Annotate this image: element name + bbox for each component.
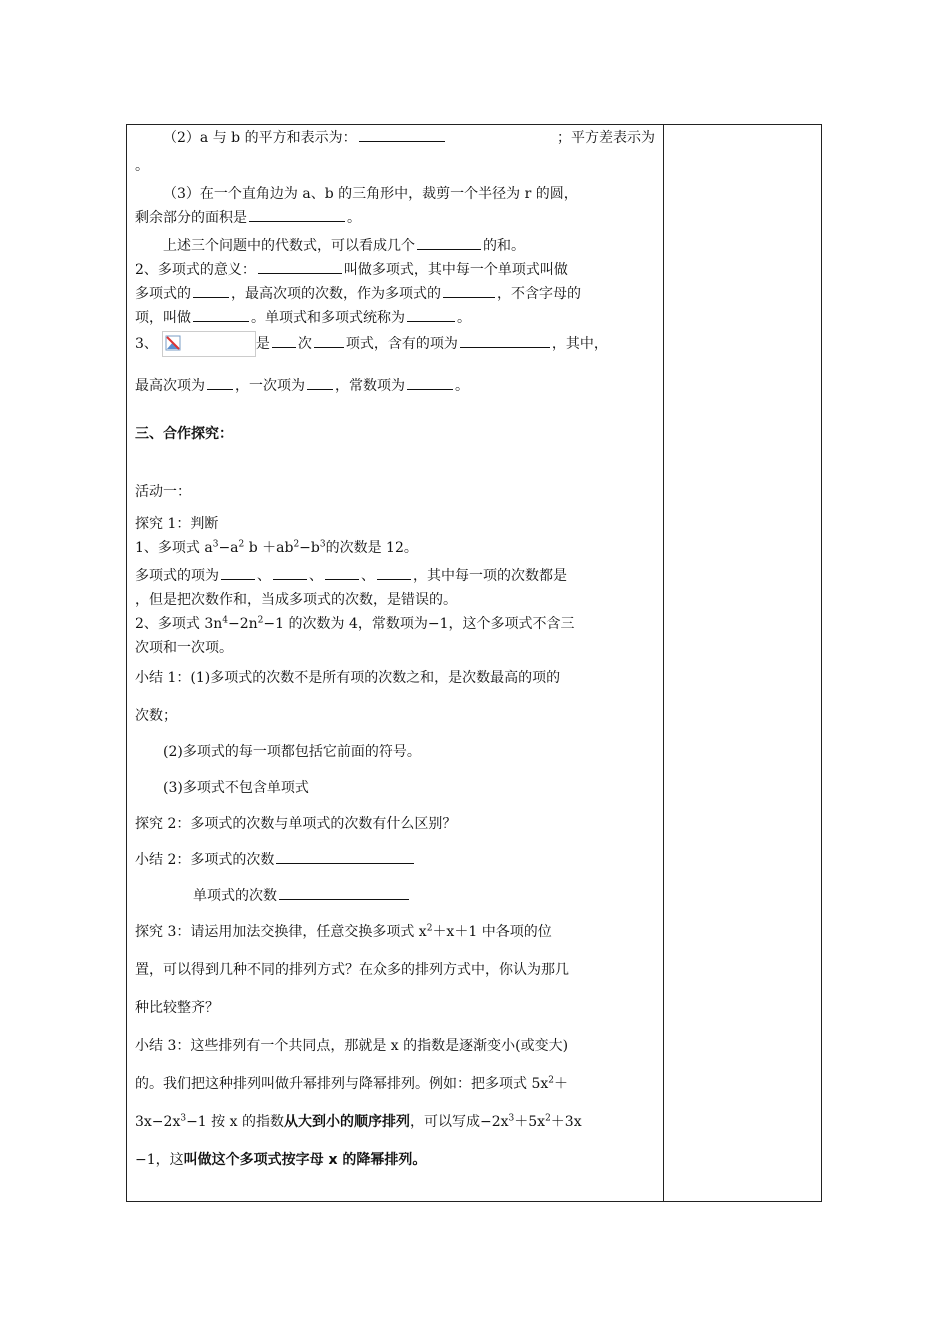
column-divider: [663, 125, 664, 1201]
text-line: 。: [135, 158, 149, 174]
blank: [193, 282, 229, 298]
blank: [443, 282, 495, 298]
text-line: 小结 2：多项式的次数: [135, 848, 655, 872]
blank: [273, 564, 307, 580]
blank: [258, 258, 342, 274]
text-line: 项，叫做 。单项式和多项式统称为 。: [135, 306, 655, 330]
blank: [307, 374, 333, 390]
worksheet-table: [126, 124, 822, 1202]
text-line: 的。我们把这种排列叫做升幂排列与降幂排列。例如：把多项式 $5x^2+$: [135, 1075, 568, 1092]
blank: [272, 332, 296, 348]
section-heading: 三、合作探究：: [135, 426, 233, 442]
blank: [279, 884, 409, 900]
text-line: 1、多项式 $a^3-a^2$ $b +ab^2-b^3$的次数是 12。: [135, 539, 418, 556]
blank: [221, 564, 255, 580]
text-line: 次项和一次项。: [135, 640, 233, 656]
blank: [359, 126, 445, 142]
text-line: 探究 3：请运用加法交换律，任意交换多项式 $x^2+x+1$ 中各项的位: [135, 923, 552, 940]
blank: [460, 332, 550, 348]
text-line: 置，可以得到几种不同的排列方式？在众多的排列方式中，你认为那几: [135, 962, 569, 978]
blank: [314, 332, 344, 348]
text-line: 2、多项式 $3n^4-2n^2-1$ 的次数为 4，常数项为−1，这个多项式不含三: [135, 615, 575, 632]
text-line: $3x-2x^3-1$ 按 x 的指数从大到小的顺序排列，可以写成$-2x^3+5x^2+3x$: [135, 1113, 582, 1130]
text-line: 次数；: [135, 708, 177, 724]
text-line: 3、 是 次 项式，含有的项为 ，其中，: [135, 330, 655, 360]
text-line: 多项式的 ，最高次项的次数，作为多项式的 ，不含字母的: [135, 282, 655, 306]
text-line: −1，这叫做这个多项式按字母 x 的降幂排列。: [135, 1152, 427, 1168]
blank: [325, 564, 359, 580]
text-line: ，但是把次数作和，当成多项式的次数，是错误的。: [135, 592, 457, 608]
text-line: (3)多项式不包含单项式: [163, 780, 309, 796]
blank: [276, 848, 414, 864]
content-column: [135, 125, 655, 1172]
text-line: 小结 1：(1)多项式的次数不是所有项的次数之和，是次数最高的项的: [135, 670, 561, 686]
blank: [407, 306, 455, 322]
text-line: 多项式的项为 、 、 、 ，其中每一项的次数都是: [135, 564, 655, 588]
broken-image-icon: [165, 335, 181, 351]
text-line: 剩余部分的面积是 。: [135, 206, 655, 230]
blank: [193, 306, 249, 322]
text-line: 单项式的次数: [135, 884, 655, 908]
text-line: 2、多项式的意义： 叫做多项式，其中每一个单项式叫做: [135, 258, 655, 282]
blank: [417, 234, 481, 250]
blank: [407, 374, 453, 390]
text-line: 探究 2：多项式的次数与单项式的次数有什么区别？: [135, 816, 457, 832]
line-squares: （2）a 与 b 的平方和表示为： ；平方差表示为: [135, 125, 655, 150]
text-line: (2)多项式的每一项都包括它前面的符号。: [163, 744, 421, 760]
blank: [207, 374, 233, 390]
blank: [249, 206, 345, 222]
text-line: 小结 3：这些排列有一个共同点，那就是 x 的指数是逐渐变小(或变大): [135, 1038, 569, 1054]
text-line: 探究 1：判断: [135, 516, 219, 532]
blank: [377, 564, 411, 580]
text-line: 上述三个问题中的代数式，可以看成几个 的和。: [135, 234, 655, 258]
text-line: 最高次项为 ，一次项为 ，常数项为 。: [135, 374, 655, 398]
embedded-image: [162, 331, 256, 357]
text-line: 种比较整齐？: [135, 1000, 219, 1016]
activity-heading: 活动一：: [135, 484, 191, 500]
text-line: （3）在一个直角边为 a、b 的三角形中，裁剪一个半径为 r 的圆，: [163, 186, 578, 202]
